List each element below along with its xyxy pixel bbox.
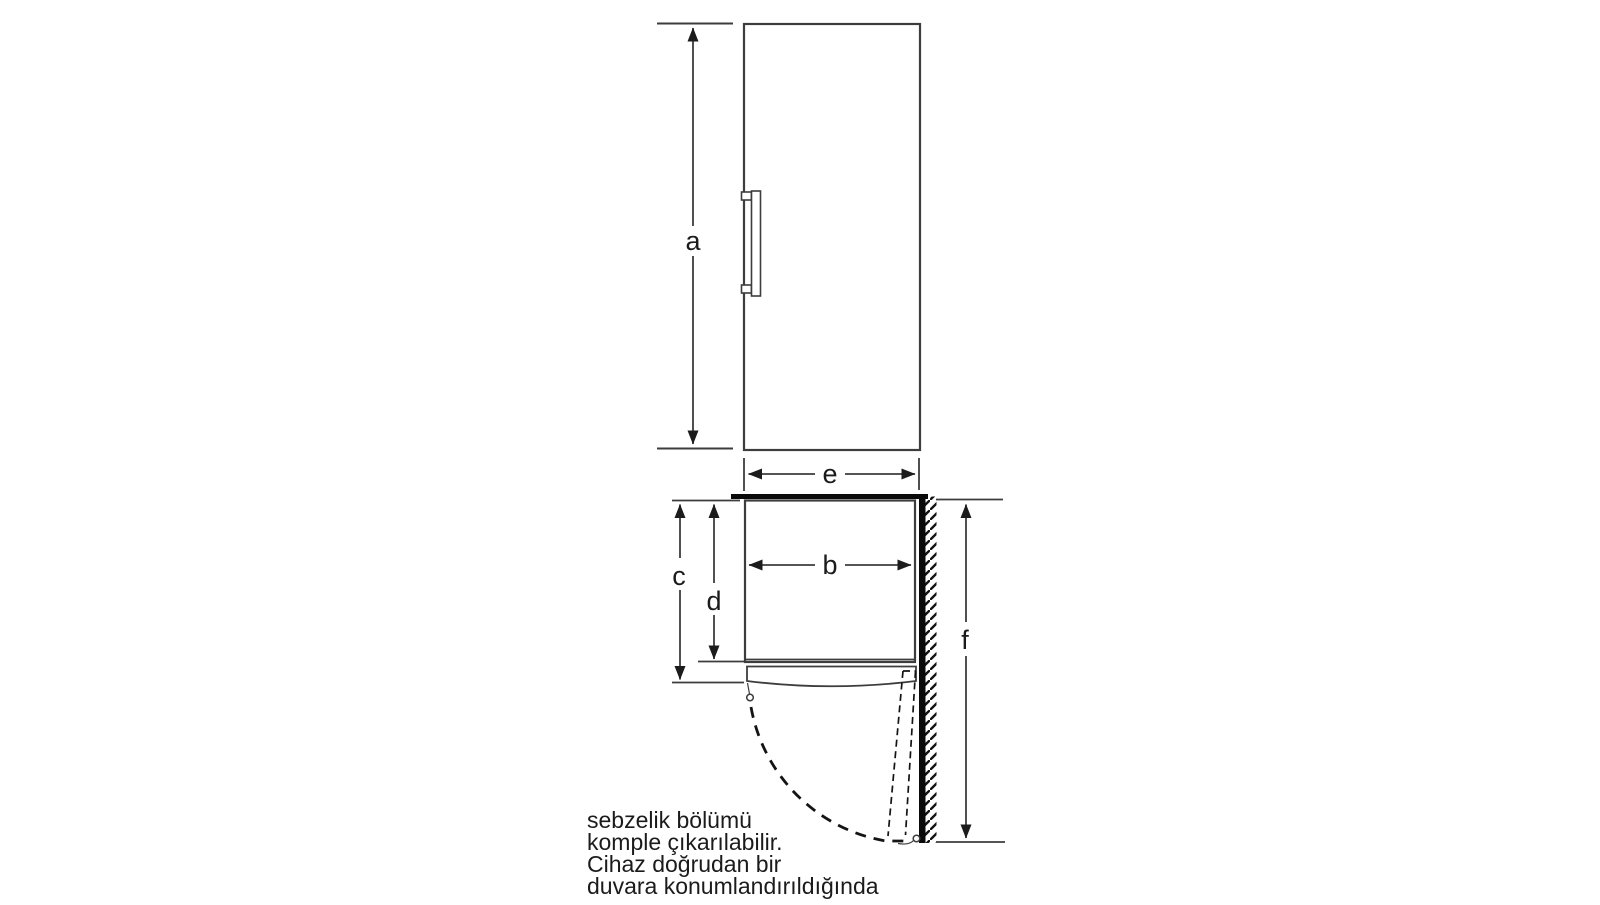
dim-label-e: e	[822, 459, 838, 489]
caption-line-2: komple çıkarılabilir.	[587, 829, 783, 855]
dim-label-f: f	[961, 625, 969, 655]
front-view-outline	[744, 24, 920, 450]
top-view-cabinet	[745, 501, 915, 663]
door-handle-mount-top	[742, 192, 752, 200]
door-handle-bar	[752, 191, 761, 296]
caption-block	[587, 807, 879, 899]
top-view-door-closed	[747, 667, 916, 687]
dim-label-a: a	[685, 226, 701, 256]
wall-hatching	[926, 497, 937, 844]
dim-label-b: b	[822, 550, 838, 580]
door-pivot-right	[913, 835, 920, 842]
caption-line-1: sebzelik bölümü	[587, 807, 752, 833]
dim-label-c: c	[672, 561, 686, 591]
door-swing-arc	[751, 707, 907, 841]
door-pivot-left	[747, 694, 754, 701]
door-open-position-dashed	[888, 671, 916, 836]
dim-label-d: d	[706, 586, 722, 616]
wall-top-section	[731, 494, 928, 499]
caption-line-3: Cihaz doğrudan bir	[587, 851, 782, 877]
diagram-linework	[657, 24, 1005, 845]
door-handle-mount-bottom	[742, 285, 752, 293]
caption-line-4: duvara konumlandırıldığında	[587, 873, 879, 899]
door-swing-group	[751, 671, 916, 841]
wall-right-section	[919, 494, 926, 843]
door-edge-link	[748, 683, 750, 694]
